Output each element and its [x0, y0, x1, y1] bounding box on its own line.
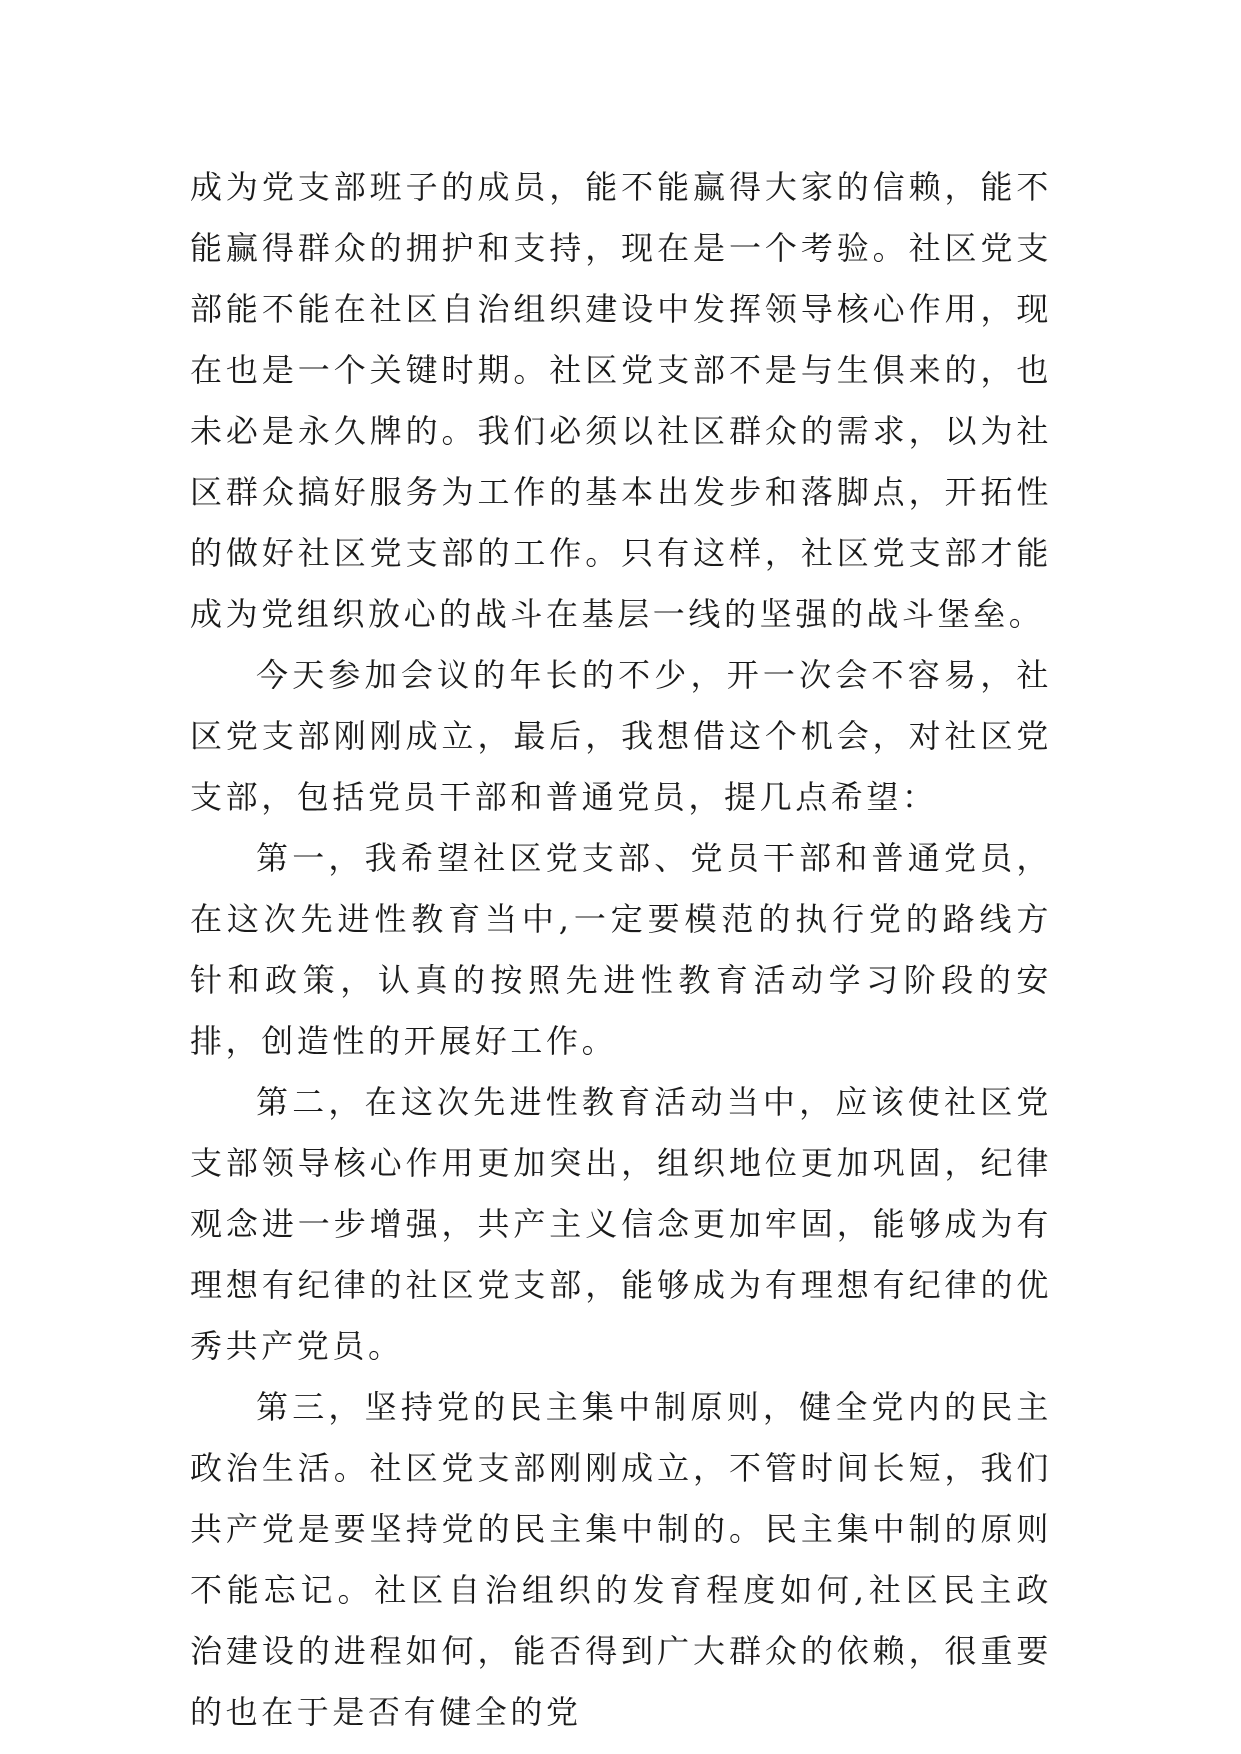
paragraph-1: 成为党支部班子的成员，能不能赢得大家的信赖，能不能赢得群众的拥护和支持，现在是一个考验。社区党支部能不能在社区自治组织建设中发挥领导核心作用，现在也是一个关键时期。社区党支部不是与生俱来的，也未必是永久牌的。我们必须以社区群众的需求，以为社区群众搞好服务为工作的基本出发步和落脚点，开拓性的做好社区党支部的工作。只有这样，社区党支部才能成为党组织放心的战斗在基层一线的坚强的战斗堡垒。	[190, 168, 1052, 633]
paragraph-3: 第一，我希望社区党支部、党员干部和普通党员，在这次先进性教育当中,一定要模范的执行党的路线方针和政策，认真的按照先进性教育活动学习阶段的安排，创造性的开展好工作。	[190, 839, 1052, 1060]
paragraph-4: 第二，在这次先进性教育活动当中，应该使社区党支部领导核心作用更加突出，组织地位更加巩固，纪律观念进一步增强，共产主义信念更加牢固，能够成为有理想有纪律的社区党支部，能够成为有理想有纪律的优秀共产党员。	[190, 1083, 1052, 1365]
paragraph-5: 第三，坚持党的民主集中制原则，健全党内的民主政治生活。社区党支部刚刚成立，不管时间长短，我们共产党是要坚持党的民主集中制的。民主集中制的原则不能忘记。社区自治组织的发育程度如何,社区民主政治建设的进程如何，能否得到广大群众的依赖，很重要的也在于是否有健全的党	[190, 1388, 1052, 1731]
document-body	[190, 157, 1052, 1743]
paragraph-2: 今天参加会议的年长的不少，开一次会不容易，社区党支部刚刚成立，最后，我想借这个机会，对社区党支部，包括党员干部和普通党员，提几点希望：	[190, 656, 1052, 816]
